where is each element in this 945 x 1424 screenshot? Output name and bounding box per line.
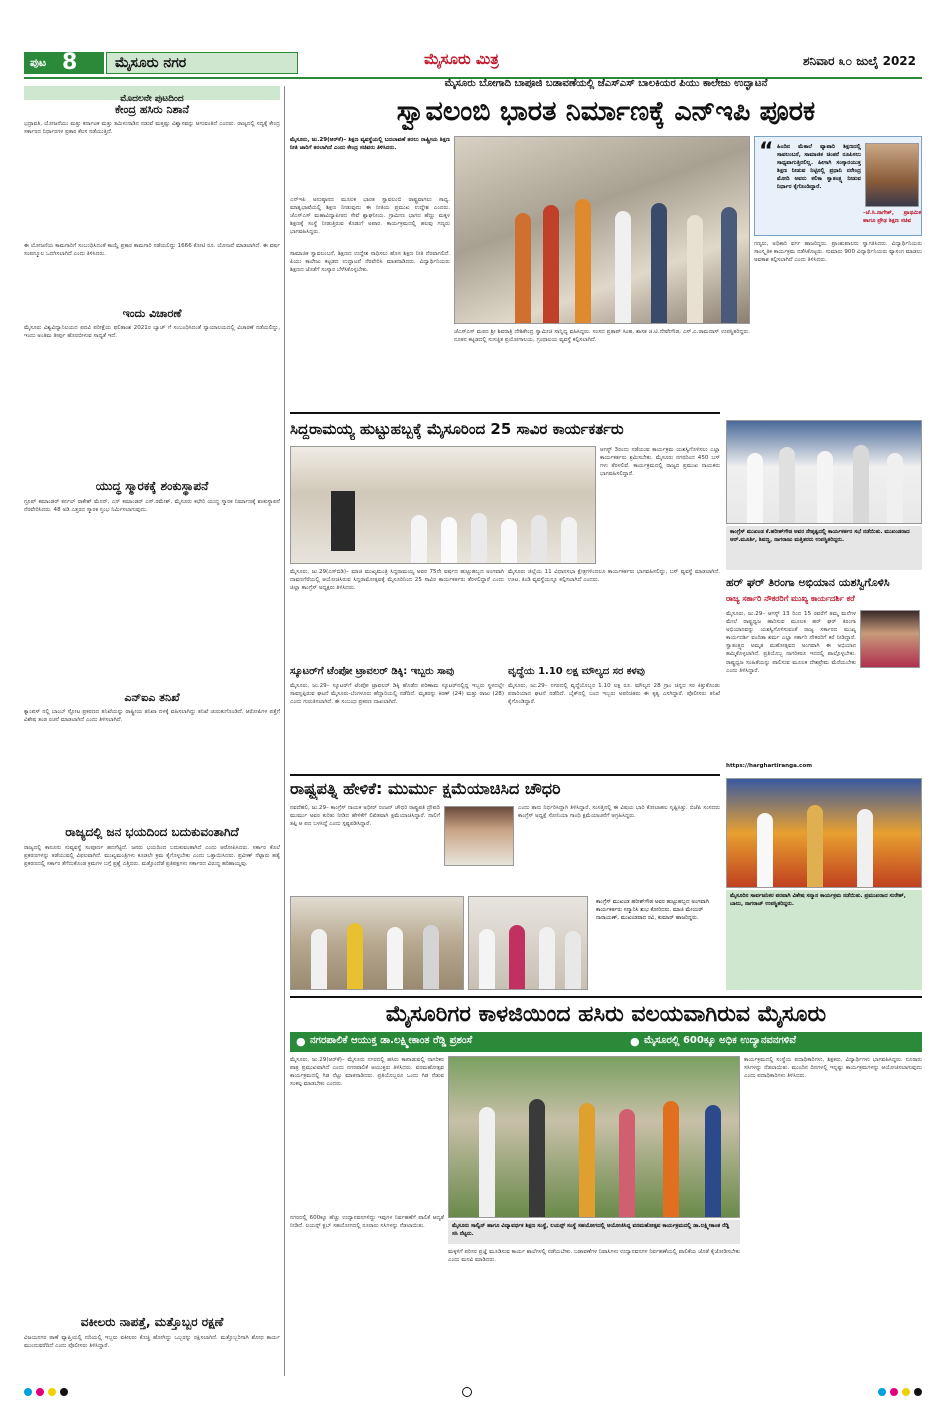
left-para-6: ರಾಜ್ಯದಲ್ಲಿ ಕಾನೂನು ಸುವ್ಯವಸ್ಥೆ ಸಂಪೂರ್ಣ ಹದಗೆಟ್ಟಿದೆ. ಜನರು ಭಯದಿಂದ ಬದುಕುವಂತಾಗಿದೆ ಎಂದು ಆರೋಪಿಸಿದರು. ಸರ್ಕಾರ ಕೊಲೆ ಪ್ರಕರಣಗಳನ್ನು ತಡೆಯುವಲ್ಲಿ ವಿಫಲವಾಗಿದೆ. ಮುಖ್ಯಮಂತ್ರಿಗಳು ಕೂಡಲೇ ಕ್ರಮ ಕೈಗೊಳ್ಳಬೇಕು ಎಂದು ಒತ್ತಾಯಿಸಿದರು. ಪ್ರವೀಣ್ ನೆಟ್ಟಾರು ಹತ್ಯೆ ಪ್ರಕರಣದಲ್ಲಿ ಸರ್ಕಾರ ತೆಗೆದುಕೊಂಡ ಕ್ರಮಗಳ ಬಗ್ಗೆ ಪ್ರಶ್ನೆ ಎತ್ತಿದರು. ಮತ್ತೊಂದೆಡೆ ಪ್ರತಿಪಕ್ಷಗಳು ಸರ್ಕಾರದ ವಿರುದ್ಧ ಹರಿಹಾಯ್ದವು. xyxy=(24,845,280,868)
figure xyxy=(575,199,591,323)
figure xyxy=(479,929,495,989)
left-para-5: ಕ್ಯಾಂಪಸ್ ನಲ್ಲಿ ಬಾಂಬ್ ಸ್ಫೋಟ ಪ್ರಕರಣದ ತನಿಖೆಯನ್ನು ರಾಷ್ಟ್ರೀಯ ತನಿಖಾ ದಳಕ್ಕೆ ವಹಿಸಲಾಗಿದ್ದು ತನಿಖೆ ಚುರುಕುಗೊಂಡಿದೆ. ಆರೋಪಿಗಳ ಪತ್ತೆಗೆ ವಿಶೇಷ ತಂಡ ರಚನೆ ಮಾಡಲಾಗಿದೆ ಎಂದು ತಿಳಿಸಲಾಗಿದೆ. xyxy=(24,709,280,724)
registration-mark xyxy=(48,1388,56,1396)
green-subbar-1: ನಗರಪಾಲಿಕೆ ಆಯುಕ್ತ ಡಾ.ಲಕ್ಷ್ಮೀಕಾಂತ ರೆಡ್ಡಿ ಪ್ರಶಂಸೆ xyxy=(310,1035,473,1046)
registration-mark xyxy=(914,1388,922,1396)
bullet-icon: ● xyxy=(296,1035,306,1048)
figure xyxy=(565,931,581,989)
continued-label: ಮೊದಲನೇ ಪುಟದಿಂದ xyxy=(120,94,184,104)
figure xyxy=(807,805,823,887)
figure xyxy=(615,211,631,323)
figure xyxy=(663,1101,679,1217)
figure xyxy=(857,809,873,887)
honour-caption: ಮೈಸೂರಿನ ಸಾರ್ವಜನಿಕರ ಪರವಾಗಿ ವಿಶೇಷ ಸನ್ಮಾನ ಕಾರ್ಯಕ್ರಮ ನಡೆಯಿತು. ಪ್ರಮುಖರಾದ ಸುರೇಶ್, ಬಾಲು, ನಾಗರಾಜ್ ಉಪಸ್ಥಿತರಿದ್ದರು. xyxy=(726,890,922,990)
registration-mark xyxy=(902,1388,910,1396)
registration-mark xyxy=(878,1388,886,1396)
tree-planting-photo xyxy=(448,1056,740,1218)
felicitation-photo xyxy=(290,896,464,990)
left-heading-3: ಯುದ್ಧ ಸ್ಮಾರಕಕ್ಕೆ ಶಂಕುಸ್ಥಾಪನೆ xyxy=(95,479,209,493)
green-subbar xyxy=(290,1032,922,1052)
figure xyxy=(579,1103,595,1217)
figure xyxy=(529,1099,545,1217)
paper-name: ಮೈಸೂರು ಮಿತ್ರ xyxy=(424,50,499,68)
left-column-divider xyxy=(284,86,285,1376)
left-heading-1: ಕೇಂದ್ರ ಹಸಿರು ನಿಶಾನೆ xyxy=(114,103,190,116)
secretary-portrait xyxy=(860,610,920,668)
accident-headline: ಸ್ಕೂಟರ್‌ಗೆ ಟೆಂಪೋ ಟ್ರಾವಲರ್ ಡಿಕ್ಕಿ: ಇಬ್ಬರು ಸಾವು xyxy=(290,666,455,677)
murmu-body1: ನವದೆಹಲಿ, ಜು.29– ಕಾಂಗ್ರೆಸ್ ನಾಯಕ ಅಧೀರ್ ರಂಜನ್ ಚೌಧರಿ ರಾಷ್ಟ್ರಪತಿ ದ್ರೌಪದಿ ಮುರ್ಮು ಅವರ ಕುರಿತು ನೀಡಿದ ಹೇಳಿಕೆಗೆ ಲಿಖಿತವಾಗಿ ಕ್ಷಮೆಯಾಚಿಸಿದ್ದಾರೆ. ನಾಲಿಗೆ ತಪ್ಪಿ ಆ ಪದ ಬಳಸಿದ್ದೆ ಎಂದು ಸ್ಪಷ್ಟಪಡಿಸಿದ್ದಾರೆ. xyxy=(290,805,440,828)
left-para-3: ಮೈಸೂರು ವಿಶ್ವವಿದ್ಯಾನಿಲಯದ ಪದವಿ ಪರೀಕ್ಷೆಯ ಫಲಿತಾಂಶ 2021ರ ಬ್ಯಾಚ್ ಗೆ ಸಂಬಂಧಿಸಿದಂತೆ ನ್ಯಾಯಾಲಯದಲ್ಲಿ ವಿಚಾರಣೆ ನಡೆಯಲಿದ್ದು, ಇಂದು ಅಂತಿಮ ತೀರ್ಪು ಹೊರಬೀಳುವ ಸಾಧ್ಯತೆ ಇದೆ. xyxy=(24,325,280,340)
figure xyxy=(561,517,577,563)
murmu-body2: ಎಂದು ತಾನು ನಿರ್ಧರಿಸಿದ್ದಾಗಿ ತಿಳಿಸಿದ್ದಾರೆ. ಸಂಸತ್ತಿನಲ್ಲಿ ಈ ವಿಷಯ ಭಾರಿ ಕೋಲಾಹಲ ಸೃಷ್ಟಿಸಿತ್ತು. ಬಿಜೆಪಿ ಸಂಸದರು ಕಾಂಗ್ರೆಸ್ ಅಧ್ಯಕ್ಷೆ ಸೋನಿಯಾ ಗಾಂಧಿ ಕ್ಷಮೆಯಾಚನೆಗೆ ಆಗ್ರಹಿಸಿದ್ದರು. xyxy=(518,805,720,820)
figure xyxy=(347,923,363,989)
quote-text: ಹಿಂದಿನ ಮೆಕಾಲೆ ವ್ಯಾಪಾರಿ ಶಿಕ್ಷಣದಲ್ಲಿ ಸಾವಲಂಬನೆ, ಸಾಮಾಜಿಕ ಚಿಂತನೆ ರೂಪಿಸಲು ಸಾಧ್ಯವಾಗುತ್ತಿರಲಿಲ್ಲ. ಹೀಗಾಗಿ ಸಂಸ್ಕಾರಯುಕ್ತ ಶಿಕ್ಷಣ ನೀಡುವ ನಿಟ್ಟಿನಲ್ಲಿ ಪ್ರಧಾನಿ ನರೇಂದ್ರ ಮೋದಿ ಅವರು ಕಲಿಕಾ ಸ್ವಾತಂತ್ರ್ಯ ನೀಡುವ ನಿರ್ಧಾರ ಕೈಗೊಂಡಿದ್ದಾರೆ. xyxy=(777,144,861,191)
har-ghar-headline: ಹರ್ ಘರ್ ತಿರಂಗಾ ಅಭಿಯಾನ ಯಶಸ್ವಿಗೊಳಿಸಿ xyxy=(726,576,890,589)
figure xyxy=(531,515,547,563)
figure xyxy=(853,445,869,523)
figure xyxy=(423,925,439,989)
figure xyxy=(687,215,703,323)
chowdhury-portrait xyxy=(444,806,514,866)
siddaramaiah-headline-bar xyxy=(290,412,720,442)
registration-mark xyxy=(60,1388,68,1396)
siddaramaiah-right-col: ಆಗಸ್ಟ್ 3ರಂದು ನಡೆಯುವ ಕಾರ್ಯಕ್ರಮ ಯಶಸ್ವಿಗೊಳಿಸಲು ಎಲ್ಲಾ ಕಾರ್ಯಕರ್ತರು ಶ್ರಮಿಸಬೇಕು. ಮೈಸೂರು ನಗರದಿಂದ 450 ಬಸ್ ಗಳು ತೆರಳಲಿವೆ. ಕಾರ್ಯಕ್ರಮದಲ್ಲಿ ರಾಜ್ಯದ ಪ್ರಮುಖ ನಾಯಕರು ಭಾಗವಹಿಸಲಿದ್ದಾರೆ. xyxy=(600,447,720,478)
congress-photo-caption: ಕಾಂಗ್ರೆಸ್ ಮುಖಂಡ ಕೆ.ಹರೀಶ್‌ಗೌಡ ಅವರ ನೇತೃತ್ವದಲ್ಲಿ ಕಾರ್ಯಕರ್ತರ ಸಭೆ ನಡೆಯಿತು. ಮುಖಂಡರಾದ ಆರ್.ಮೂರ್ತಿ, ಶಿವಣ್ಣ, ನಾಗರಾಜು ಮತ್ತಿತರರು ಉಪಸ್ಥಿತರಿದ್ದರು. xyxy=(726,526,922,570)
figure xyxy=(311,929,327,989)
murmu-headline: ರಾಷ್ಟ್ರಪತ್ನಿ ಹೇಳಿಕೆ: ಮುರ್ಮು ಕ್ಷಮೆಯಾಚಿಸಿದ ಚೌಧರಿ xyxy=(290,774,720,800)
left-para-7: ವಿಜಯನಗರ ಠಾಣೆ ವ್ಯಾಪ್ತಿಯಲ್ಲಿ ನದಿಯಲ್ಲಿ ಇಬ್ಬರು ವಕೀಲರು ಕೊಚ್ಚಿ ಹೋಗಿದ್ದು ಒಬ್ಬರನ್ನು ರಕ್ಷಿಸಲಾಗಿದೆ. ಮತ್ತೊಬ್ಬರಿಗಾಗಿ ಶೋಧ ಕಾರ್ಯ ಮುಂದುವರೆದಿದೆ ಎಂದು ಪೊಲೀಸರು ತಿಳಿಸಿದ್ದಾರೆ. xyxy=(24,1335,280,1350)
accident-body: ಮೈಸೂರು, ಜು.29– ಸ್ಕೂಟರ್‌ಗೆ ಟೆಂಪೋ ಟ್ರಾವಲರ್ ಡಿಕ್ಕಿ ಹೊಡೆದ ಪರಿಣಾಮ ಸ್ಕೂಟರ್‌ನಲ್ಲಿದ್ದ ಇಬ್ಬರು ಸ್ಥಳದಲ್ಲೇ ಸಾವನ್ನಪ್ಪಿರುವ ಘಟನೆ ಮೈಸೂರು-ಬೆಂಗಳೂರು ಹೆದ್ದಾರಿಯಲ್ಲಿ ನಡೆದಿದೆ. ಮೃತರನ್ನು ಕಿರಣ್ (24) ಮತ್ತು ರಾಜು (28) ಎಂದು ಗುರುತಿಸಲಾಗಿದೆ. ಈ ಸಂಬಂಧ ಪ್ರಕರಣ ದಾಖಲಾಗಿದೆ. xyxy=(290,683,504,706)
left-para-4: ಗ್ರೂಪ್ ಕಮಾಂಡರ್ ಕರ್ನಲ್ ರಾಕೇಶ್ ಮೆನನ್, ಎನ್ ಕಮಾಂಡರ್ ಎಸ್.ರಮೇಶ್, ಮೈಸೂರು ಕಛೇರಿ ಯುದ್ಧ ಸ್ಮಾರಕ ನಿರ್ಮಾಣಕ್ಕೆ ಶಂಕುಸ್ಥಾಪನೆ ನೆರವೇರಿಸಿದರು. 48 ಅಡಿ ಎತ್ತರದ ಸ್ಮಾರಕ ಸ್ತಂಭ ನಿರ್ಮಿಸಲಾಗುವುದು. xyxy=(24,499,280,514)
left-heading-4: ಎನ್ಐಎ ತನಿಖೆ xyxy=(124,691,180,704)
green-headline: ಮೈಸೂರಿಗರ ಕಾಳಜಿಯಿಂದ ಹಸಿರು ವಲಯವಾಗಿರುವ ಮೈಸೂರು xyxy=(290,996,922,1030)
figure xyxy=(411,515,427,563)
registration-mark xyxy=(462,1387,472,1397)
green-body3: ಮಕ್ಕಳಿಗೆ ಪರಿಸರ ಪ್ರಜ್ಞೆ ಮೂಡಿಸುವ ಕಾರ್ಯ ಶಾಲೆಗಳಲ್ಲಿ ನಡೆಯಬೇಕು. ಬಡಾವಣೆಗಳ ನಿವಾಸಿಗಳು ಉದ್ಯಾನವನಗಳ ನಿರ್ವಹಣೆಯಲ್ಲಿ ಪಾಲಿಕೆಯ ಜೊತೆ ಕೈಜೋಡಿಸಬೇಕು ಎಂದು ಮನವಿ ಮಾಡಿದರು. xyxy=(448,1249,740,1264)
top-story-col1 xyxy=(290,136,450,248)
registration-strip xyxy=(24,1386,922,1398)
green-body1: ಮೈಸೂರು, ಜು.29(ಆರ್‌ಕೆ)– ಮೈಸೂರು ನಗರದಲ್ಲಿ ಹಸಿರು ಕಾಪಾಡುವಲ್ಲಿ ನಾಗರಿಕರ ಪಾತ್ರ ಪ್ರಮುಖವಾಗಿದೆ ಎಂದು ನಗರಪಾಲಿಕೆ ಆಯುಕ್ತರು ತಿಳಿಸಿದರು. ವನಮಹೋತ್ಸವ ಕಾರ್ಯಕ್ರಮದಲ್ಲಿ ಗಿಡ ನೆಟ್ಟು ಮಾತನಾಡಿದರು. ಪ್ರತಿಯೊಬ್ಬರೂ ಒಂದು ಗಿಡ ನೆಡುವ ಸಂಕಲ್ಪ ಮಾಡಬೇಕು ಎಂದರು. xyxy=(290,1057,444,1088)
figure xyxy=(539,927,555,989)
green-right-col: ಕಾರ್ಯಕ್ರಮದಲ್ಲಿ ಸಂಸ್ಥೆಯ ಪದಾಧಿಕಾರಿಗಳು, ಶಿಕ್ಷಕರು, ವಿದ್ಯಾರ್ಥಿಗಳು ಭಾಗವಹಿಸಿದ್ದರು. ನೂರಾರು ಸಸಿಗಳನ್ನು ನೆಡಲಾಯಿತು. ಮುಂದಿನ ದಿನಗಳಲ್ಲಿ ಇನ್ನಷ್ಟು ಕಾರ್ಯಕ್ರಮಗಳನ್ನು ಆಯೋಜಿಸಲಾಗುವುದು ಎಂದು ಪದಾಧಿಕಾರಿಗಳು ತಿಳಿಸಿದರು. xyxy=(744,1057,922,1080)
figure xyxy=(387,927,403,989)
left-para-1: ಭದ್ರಾವತಿ, ಯೋಜನೆಯು ಮತ್ತು ಕರ್ನಾಟಕ ಮತ್ತು ತಮಿಳುನಾಡಿನ ನಡುವೆ ಮತ್ತಷ್ಟು ವಿಶ್ವಾಸವನ್ನು ಆಗುವಂತಿದೆ ಎಂದರು. ರಾಜ್ಯದಲ್ಲಿ ಸದ್ಯಕ್ಕೆ ಕೇಂದ್ರ ಸರ್ಕಾರದ ನಿರ್ಧಾರಗಳ ಪ್ರಕಾರ ಕೆಲಸ ನಡೆಯುತ್ತಿದೆ. xyxy=(24,121,280,136)
page-date: ಶನಿವಾರ ೩೦ ಜುಲೈ 2022 xyxy=(802,54,916,68)
theft-headline: ವೃದ್ಧೆಯ 1.10 ಲಕ್ಷ ಮೌಲ್ಯದ ಸರ ಕಳವು xyxy=(508,666,645,677)
figure xyxy=(779,447,795,523)
registration-mark xyxy=(36,1388,44,1396)
green-subbar-2: ಮೈಸೂರಲ್ಲಿ 600ಕ್ಕೂ ಅಧಿಕ ಉದ್ಯಾನವನಗಳಿವೆ xyxy=(644,1035,797,1046)
figure xyxy=(887,453,903,523)
top-story-headline: ಸ್ವಾವಲಂಬಿ ಭಾರತ ನಿರ್ಮಾಣಕ್ಕೆ ಎನ್‌ಇಪಿ ಪೂರಕ xyxy=(396,96,816,127)
quote-attribution: –ಜೆ.ಸಿ.ನಾಗೇಶ್, ಪ್ರಾಥಮಿಕ ಹಾಗೂ ಪ್ರೌಢ ಶಿಕ್ಷಣ ಸಚಿವ xyxy=(863,210,921,225)
siddaramaiah-body2: ಮೈಸೂರು ಜಿಲ್ಲೆಯ 11 ವಿಧಾನಸಭಾ ಕ್ಷೇತ್ರಗಳಿಂದಲೂ ಕಾರ್ಯಕರ್ತರು ಭಾಗವಹಿಸಲಿದ್ದು, ಬಸ್ ವ್ಯವಸ್ಥೆ ಮಾಡಲಾಗಿದೆ. ಊಟ, ತಿಂಡಿ ವ್ಯವಸ್ಥೆಯನ್ನೂ ಕಲ್ಪಿಸಲಾಗಿದೆ ಎಂದರು. xyxy=(508,569,720,584)
top-story-photo xyxy=(454,136,750,324)
page-number: 8 xyxy=(62,50,78,75)
section-tab xyxy=(106,52,298,74)
figure xyxy=(479,1107,495,1217)
siddaramaiah-headline: ಸಿದ್ದರಾಮಯ್ಯ ಹುಟ್ಟುಹಬ್ಬಕ್ಕೆ ಮೈಸೂರಿಂದ 25 ಸಾವಿರ ಕಾರ್ಯಕರ್ತರು xyxy=(290,420,624,438)
quote-box xyxy=(754,136,922,236)
figure xyxy=(817,451,833,523)
top-story-dateline: ಮೈಸೂರು, ಜು.29(ಆರ್‌ಕೆ)– ಶಿಕ್ಷಣ ವ್ಯವಸ್ಥೆಯಲ್ಲಿ ಬದಲಾವಣೆ ತರಲು ರಾಷ್ಟ್ರೀಯ ಶಿಕ್ಷಣ ನೀತಿ ಜಾರಿಗೆ ತರಲಾಗಿದೆ ಎಂದು ಕೇಂದ್ರ ಸಚಿವರು ತಿಳಿಸಿದರು. xyxy=(290,137,450,152)
page-label: ಪುಟ xyxy=(30,56,47,69)
siddaramaiah-photo xyxy=(290,446,596,564)
top-story-col4: ಗಣ್ಯರು, ಅಧಿಕಾರಿ ವರ್ಗ ಹಾಜರಿದ್ದರು. ಪ್ರಾಂಶುಪಾಲರು ಸ್ವಾಗತಿಸಿದರು. ವಿದ್ಯಾರ್ಥಿನಿಯರು ಸಾಂಸ್ಕೃತಿಕ ಕಾರ್ಯಕ್ರಮ ನಡೆಸಿಕೊಟ್ಟರು. ಸುಮಾರು 900 ವಿದ್ಯಾರ್ಥಿನಿಯರು ವ್ಯಾಸಂಗ ಮಾಡಲು ಅವಕಾಶ ಕಲ್ಪಿಸಲಾಗಿದೆ ಎಂದು ತಿಳಿಸಿದರು. xyxy=(754,241,922,264)
figure xyxy=(721,207,737,323)
registration-mark xyxy=(24,1388,32,1396)
congress-photo xyxy=(726,420,922,524)
minister-portrait xyxy=(865,143,919,207)
figure xyxy=(441,517,457,563)
har-ghar-subhead: ರಾಜ್ಯ ಸರ್ಕಾರಿ ನೌಕರರಿಗೆ ಮುಖ್ಯ ಕಾರ್ಯದರ್ಶಿ ಕರೆ xyxy=(726,594,855,603)
figure xyxy=(471,513,487,563)
figure xyxy=(509,925,525,989)
group-photo xyxy=(468,896,588,990)
page-number-badge xyxy=(24,52,104,74)
top-story-body: ಎನ್‌ಇಪಿ ಅನುಷ್ಠಾನದ ಮೂಲಕ ಭಾರತ ಸ್ವಾವಲಂಬಿ ರಾಷ್ಟ್ರವಾಗಲು ಸಾಧ್ಯ. ಮಾತೃಭಾಷೆಯಲ್ಲಿ ಶಿಕ್ಷಣ ನೀಡುವುದು ಈ ನೀತಿಯ ಪ್ರಮುಖ ಉದ್ದೇಶ ಎಂದರು. ಜೆಎಸ್‌ಎಸ್ ಮಹಾವಿದ್ಯಾಪೀಠದ ಸೇವೆ ಶ್ಲಾಘನೀಯ. ಗ್ರಾಮೀಣ ಭಾಗದ ಹೆಣ್ಣು ಮಕ್ಕಳ ಶಿಕ್ಷಣಕ್ಕೆ ಸಂಸ್ಥೆ ನೀಡುತ್ತಿರುವ ಕೊಡುಗೆ ಅಪಾರ. ಕಾರ್ಯಕ್ರಮದಲ್ಲಿ ಹಲವು ಗಣ್ಯರು ಭಾಗವಹಿಸಿದ್ದರು. xyxy=(290,197,450,236)
left-heading-5: ರಾಜ್ಯದಲ್ಲಿ ಜನ ಭಯದಿಂದ ಬದುಕುವಂತಾಗಿದೆ xyxy=(65,825,239,839)
figure xyxy=(757,813,773,887)
registration-mark xyxy=(890,1388,898,1396)
siddaramaiah-body1: ಮೈಸೂರು, ಜು.29(ಎಸ್‌ಬಿಡಿ)– ಮಾಜಿ ಮುಖ್ಯಮಂತ್ರಿ ಸಿದ್ದರಾಮಯ್ಯ ಅವರ 75ನೇ ವರ್ಷದ ಹುಟ್ಟುಹಬ್ಬದ ಅಂಗವಾಗಿ ದಾವಣಗೆರೆಯಲ್ಲಿ ಆಯೋಜಿಸಿರುವ ಸಿದ್ದರಾಮೋತ್ಸವಕ್ಕೆ ಮೈಸೂರಿನಿಂದ 25 ಸಾವಿರ ಕಾರ್ಯಕರ್ತರು ತೆರಳಲಿದ್ದಾರೆ ಎಂದು ಜಿಲ್ಲಾ ಕಾಂಗ್ರೆಸ್ ಅಧ್ಯಕ್ಷರು ತಿಳಿಸಿದರು. xyxy=(290,569,504,592)
figure xyxy=(501,519,517,563)
masthead xyxy=(24,50,922,78)
figure xyxy=(705,1105,721,1217)
left-heading-6: ವಕೀಲರು ನಾಪತ್ತೆ, ಮತ್ತೊಬ್ಬರ ರಕ್ಷಣೆ xyxy=(80,1315,224,1329)
quote-mark: “ xyxy=(759,139,774,164)
figure xyxy=(619,1109,635,1217)
section-name: ಮೈಸೂರು ನಗರ xyxy=(115,55,187,71)
har-ghar-url[interactable]: https://harghartiranga.com xyxy=(726,763,813,769)
left-para-2: ಈ ಯೋಜನೆಯ ಕಾಮಗಾರಿಗೆ ಸಂಬಂಧಿಸಿದಂತೆ ಕಾಯ್ದೆ ಪ್ರಕಾರ ಕಾಮಗಾರಿ ನಡೆಯಲಿದ್ದು 1666 ಕೋಟಿ ರೂ. ಯೋಜನೆ ಮಾಡಲಾಗಿದೆ. ಈ ವರ್ಷ ಸಂಪನ್ಮೂಲ ಒದಗಿಸಲಾಗಿದೆ ಎಂದು ತಿಳಿಸಿದರು. xyxy=(24,243,280,258)
honour-photo xyxy=(726,778,922,888)
birthday-caption: ಕಾಂಗ್ರೆಸ್ ಮುಖಂಡ ಹರೀಶ್‌ಗೌಡ ಅವರ ಹುಟ್ಟುಹಬ್ಬದ ಅಂಗವಾಗಿ ಕಾರ್ಯಕರ್ತರು ಸನ್ಮಾನಿಸಿ ಶುಭ ಕೋರಿದರು. ಮಾಜಿ ಮೇಯರ್ ನಾರಾಯಣ್, ಮುಖಂಡರಾದ ರವಿ, ಕುಮಾರ್ ಹಾಜರಿದ್ದರು. xyxy=(592,896,720,990)
figure xyxy=(651,203,667,323)
theft-body: ಮೈಸೂರು, ಜು.29– ನಗರದಲ್ಲಿ ವೃದ್ಧೆಯೊಬ್ಬರ 1.10 ಲಕ್ಷ ರೂ. ಮೌಲ್ಯದ 28 ಗ್ರಾಂ ಚಿನ್ನದ ಸರ ಕಿತ್ತುಕೊಂಡು ಪರಾರಿಯಾದ ಘಟನೆ ನಡೆದಿದೆ. ಬೈಕ್‌ನಲ್ಲಿ ಬಂದ ಇಬ್ಬರು ಅಪರಿಚಿತರು ಈ ಕೃತ್ಯ ಎಸಗಿದ್ದಾರೆ. ಪೊಲೀಸರು ತನಿಖೆ ಕೈಗೊಂಡಿದ್ದಾರೆ. xyxy=(508,683,720,706)
continued-banner xyxy=(24,86,280,104)
top-story-col2: ಸಾಮಾಜಿಕ ಸ್ವಾವಲಂಬನೆ, ಶಿಕ್ಷಣದ ಉದ್ದೇಶ ಸಾಧಿಸಲು ಹೊಸ ಶಿಕ್ಷಣ ನೀತಿ ನೆರವಾಗಲಿದೆ. ಪಿಯು ಕಾಲೇಜು ಕಟ್ಟಡದ ಉದ್ಘಾಟನೆ ನೆರವೇರಿಸಿ ಮಾತನಾಡಿದರು. ವಿದ್ಯಾರ್ಥಿನಿಯರು ಶಿಕ್ಷಣದ ಜೊತೆಗೆ ಸಂಸ್ಕಾರ ಬೆಳೆಸಿಕೊಳ್ಳಬೇಕು. xyxy=(290,251,450,274)
green-body2: ನಗರದಲ್ಲಿ 600ಕ್ಕೂ ಹೆಚ್ಚು ಉದ್ಯಾನವನಗಳಿದ್ದು ಇವುಗಳ ನಿರ್ವಹಣೆಗೆ ಪಾಲಿಕೆ ಆದ್ಯತೆ ನೀಡಿದೆ. ಲಯನ್ಸ್ ಕ್ಲಬ್ ಸಹಯೋಗದಲ್ಲಿ ನೂರಾರು ಸಸಿಗಳನ್ನು ನೆಡಲಾಯಿತು. xyxy=(290,1215,444,1230)
figure xyxy=(543,205,559,323)
har-ghar-body: ಮೈಸೂರು, ಜು.29– ಆಗಸ್ಟ್ 13 ರಿಂದ 15 ರವರೆಗೆ ತಮ್ಮ ಮನೆಗಳ ಮೇಲೆ ರಾಷ್ಟ್ರಧ್ವಜ ಹಾರಿಸುವ ಮೂಲಕ ಹರ್ ಘರ್ ತಿರಂಗಾ ಅಭಿಯಾನವನ್ನು ಯಶಸ್ವಿಗೊಳಿಸುವಂತೆ ರಾಜ್ಯ ಸರ್ಕಾರದ ಮುಖ್ಯ ಕಾರ್ಯದರ್ಶಿ ವಂದಿತಾ ಶರ್ಮ ಎಲ್ಲಾ ಸರ್ಕಾರಿ ನೌಕರರಿಗೆ ಕರೆ ನೀಡಿದ್ದಾರೆ. ಸ್ವಾತಂತ್ರ್ಯದ ಅಮೃತ ಮಹೋತ್ಸವದ ಅಂಗವಾಗಿ ಈ ಅಭಿಯಾನ ಹಮ್ಮಿಕೊಳ್ಳಲಾಗಿದೆ. ಪ್ರತಿಯೊಬ್ಬ ನಾಗರಿಕರೂ ಇದರಲ್ಲಿ ಪಾಲ್ಗೊಳ್ಳಬೇಕು. ರಾಷ್ಟ್ರಧ್ವಜ ಸಂಹಿತೆಯನ್ನು ಪಾಲಿಸುವ ಮೂಲಕ ದೇಶಪ್ರೇಮ ಮೆರೆಯಬೇಕು ಎಂದು ತಿಳಿಸಿದ್ದಾರೆ. xyxy=(726,611,856,674)
left-heading-2: ಇಂದು ವಿಚಾರಣೆ xyxy=(122,307,182,320)
top-story-col3: ಜೆಎಸ್‌ಎಸ್ ಮಠದ ಶ್ರೀ ಶಿವರಾತ್ರಿ ದೇಶಿಕೇಂದ್ರ ಸ್ವಾಮೀಜಿ ಸಾನ್ನಿಧ್ಯ ವಹಿಸಿದ್ದರು. ಸಂಸದ ಪ್ರತಾಪ್ ಸಿಂಹ, ಶಾಸಕ ಜಿ.ಟಿ.ದೇವೇಗೌಡ, ಎಸ್.ಎ.ರಾಮದಾಸ್ ಉಪಸ್ಥಿತರಿದ್ದರು. ನೂತನ ಕಟ್ಟಡದಲ್ಲಿ ಸುಸಜ್ಜಿತ ಪ್ರಯೋಗಾಲಯ, ಗ್ರಂಥಾಲಯ ವ್ಯವಸ್ಥೆ ಕಲ್ಪಿಸಲಾಗಿದೆ. xyxy=(454,329,750,344)
tree-planting-caption: ಮೈಸೂರು ಸಾಲ್ವಿನ್ ಹಾಗೂ ವಿದ್ಯಾವರ್ಧಕ ಶಿಕ್ಷಣ ಸಂಸ್ಥೆ, ಲಯನ್ಸ್ ಸಂಸ್ಥೆ ಸಹಯೋಗದಲ್ಲಿ ಆಯೋಜಿಸಿದ್ದ ವನಮಹೋತ್ಸವ ಕಾರ್ಯಕ್ರಮದಲ್ಲಿ ಡಾ.ಲಕ್ಷ್ಮೀಕಾಂತ ರೆಡ್ಡಿ ಸಸಿ ನೆಟ್ಟರು. xyxy=(448,1220,740,1244)
top-story-kicker: ಮೈಸೂರು ಬೋಗಾದಿ ಬಾಪೂಜಿ ಬಡಾವಣೆಯಲ್ಲಿ ಜೆಎಸ್ಎಸ್ ಬಾಲಕಿಯರ ಪಿಯು ಕಾಲೇಜು ಉದ್ಘಾಟನೆ xyxy=(444,78,768,89)
bullet-icon: ● xyxy=(630,1035,640,1048)
figure xyxy=(515,213,531,323)
left-column xyxy=(24,86,280,1376)
podium xyxy=(331,491,355,551)
figure xyxy=(747,453,763,523)
